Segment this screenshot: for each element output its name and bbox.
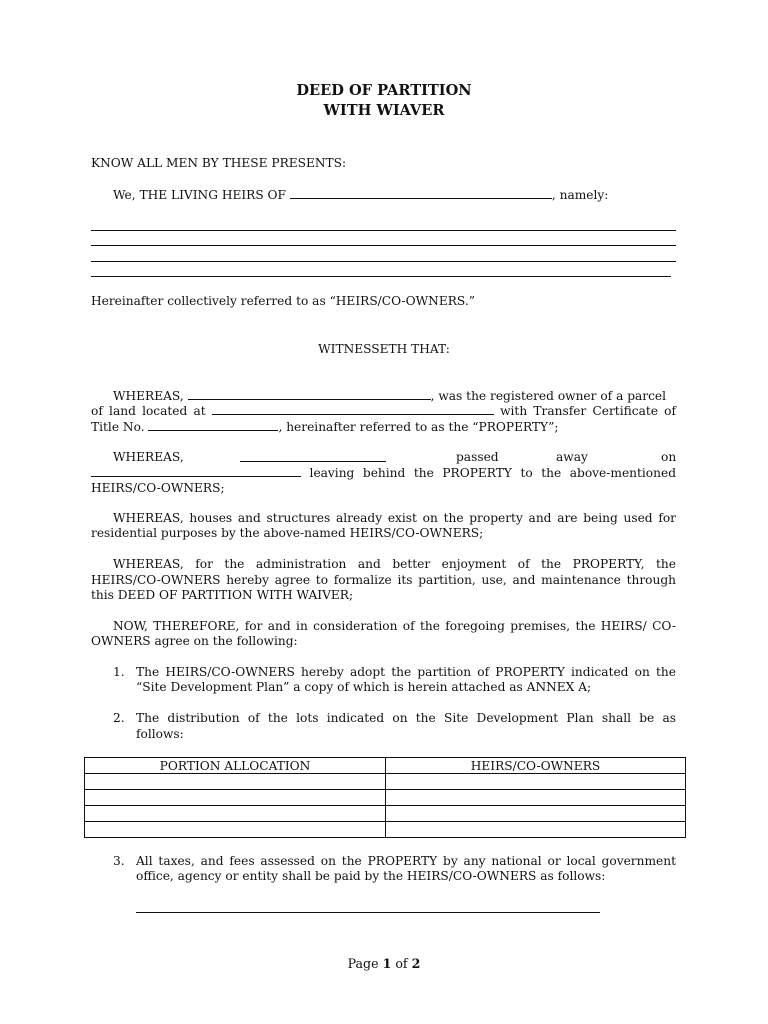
table-header-heirs: HEIRS/CO-OWNERS [386,758,686,774]
whereas1-text-f: , hereinafter referred to as the “PROPERTY”; [278,420,559,434]
whereas2-text-b: passed [456,450,499,464]
document-title-line1: DEED OF PARTITION [296,82,472,99]
heir-name-line [91,245,676,246]
whereas2-text-e: leaving behind the PROPERTY to the above-mentioned [309,466,676,480]
table-cell [386,822,686,838]
whereas1-line3 [91,419,558,434]
table-header-row [85,758,686,774]
heirs-intro-suffix: , namely: [551,188,609,202]
whereas2-text-d: on [661,450,677,464]
page-total: 2 [411,956,421,971]
table-cell [85,790,386,806]
table-cell [85,822,386,838]
table-cell [386,790,686,806]
whereas1-text-d: with Transfer Certificate of [500,404,676,418]
heir-name-line [91,230,676,231]
item2-line1: The distribution of the lots indicated on the Site Development Plan shall be as [136,711,676,725]
whereas3-line2: residential purposes by the above-named HEIRS/CO-OWNERS; [91,526,484,540]
item1-line1: The HEIRS/CO-OWNERS hereby adopt the partition of PROPERTY indicated on the [136,665,676,679]
heirs-intro [113,187,608,202]
table-cell [85,806,386,822]
item3-line2: office, agency or entity shall be paid by the HEIRS/CO-OWNERS as follows: [136,869,606,883]
whereas2-text-c: away [556,450,588,464]
allocation-table [84,757,686,838]
item2-line2: follows: [136,727,184,741]
collective-reference: Hereinafter collectively referred to as “HEIRS/CO-OWNERS.” [91,294,475,308]
whereas1-text-b: , was the registered owner of a parcel [430,389,667,403]
whereas2-keyword: WHEREAS, [113,450,184,464]
decedent-name-blank [290,187,552,199]
title-number-blank [148,419,278,431]
owner-name-blank [188,388,431,400]
table-cell [85,774,386,790]
page-number [0,956,768,971]
whereas1-line1 [113,388,666,403]
heirs-intro-prefix: We, THE LIVING HEIRS OF [113,188,287,202]
whereas2-line2 [91,465,676,480]
tax-arrangement-blank [136,912,600,913]
date-of-death-blank [91,465,301,477]
heir-name-line [91,276,671,277]
whereas4-line1: WHEREAS, for the administration and better enjoyment of the PROPERTY, the [113,557,676,571]
heir-name-line [91,261,676,262]
table-row [85,790,686,806]
decedent-blank [240,450,386,462]
item1-number: 1. [113,665,125,679]
now-therefore-line2: OWNERS agree on the following: [91,634,298,648]
item3-line1: All taxes, and fees assessed on the PROPERTY by any national or local government [136,854,676,868]
table-cell [386,806,686,822]
whereas2-text-f: HEIRS/CO-OWNERS; [91,481,225,495]
item1-line2: “Site Development Plan” a copy of which is herein attached as ANNEX A; [136,680,592,694]
table-row [85,806,686,822]
item2-number: 2. [113,711,125,725]
table-row [85,822,686,838]
whereas3-line1: WHEREAS, houses and structures already exist on the property and are being used for [113,511,676,525]
page-current: 1 [382,956,392,971]
witnesseth-heading: WITNESSETH THAT: [318,342,450,356]
whereas4-line2: HEIRS/CO-OWNERS hereby agree to formalize its partition, use, and maintenance through [91,573,676,587]
opening-line: KNOW ALL MEN BY THESE PRESENTS: [91,156,347,170]
whereas1-text-e: Title No. [91,420,145,434]
table-cell [386,774,686,790]
of-word: of [395,956,408,971]
page-word: Page [347,956,379,971]
document-title-line2: WITH WIAVER [323,102,445,119]
whereas1-keyword: WHEREAS, [113,389,184,403]
item3-number: 3. [113,854,125,868]
table-row [85,774,686,790]
table-header-portion: PORTION ALLOCATION [85,758,386,774]
whereas1-line2 [91,403,676,418]
whereas4-line3: this DEED OF PARTITION WITH WAIVER; [91,588,354,602]
location-blank [212,403,494,415]
now-therefore-line1: NOW, THEREFORE, for and in consideration of the foregoing premises, the HEIRS/ CO- [113,619,676,633]
whereas1-text-c: of land located at [91,404,206,418]
